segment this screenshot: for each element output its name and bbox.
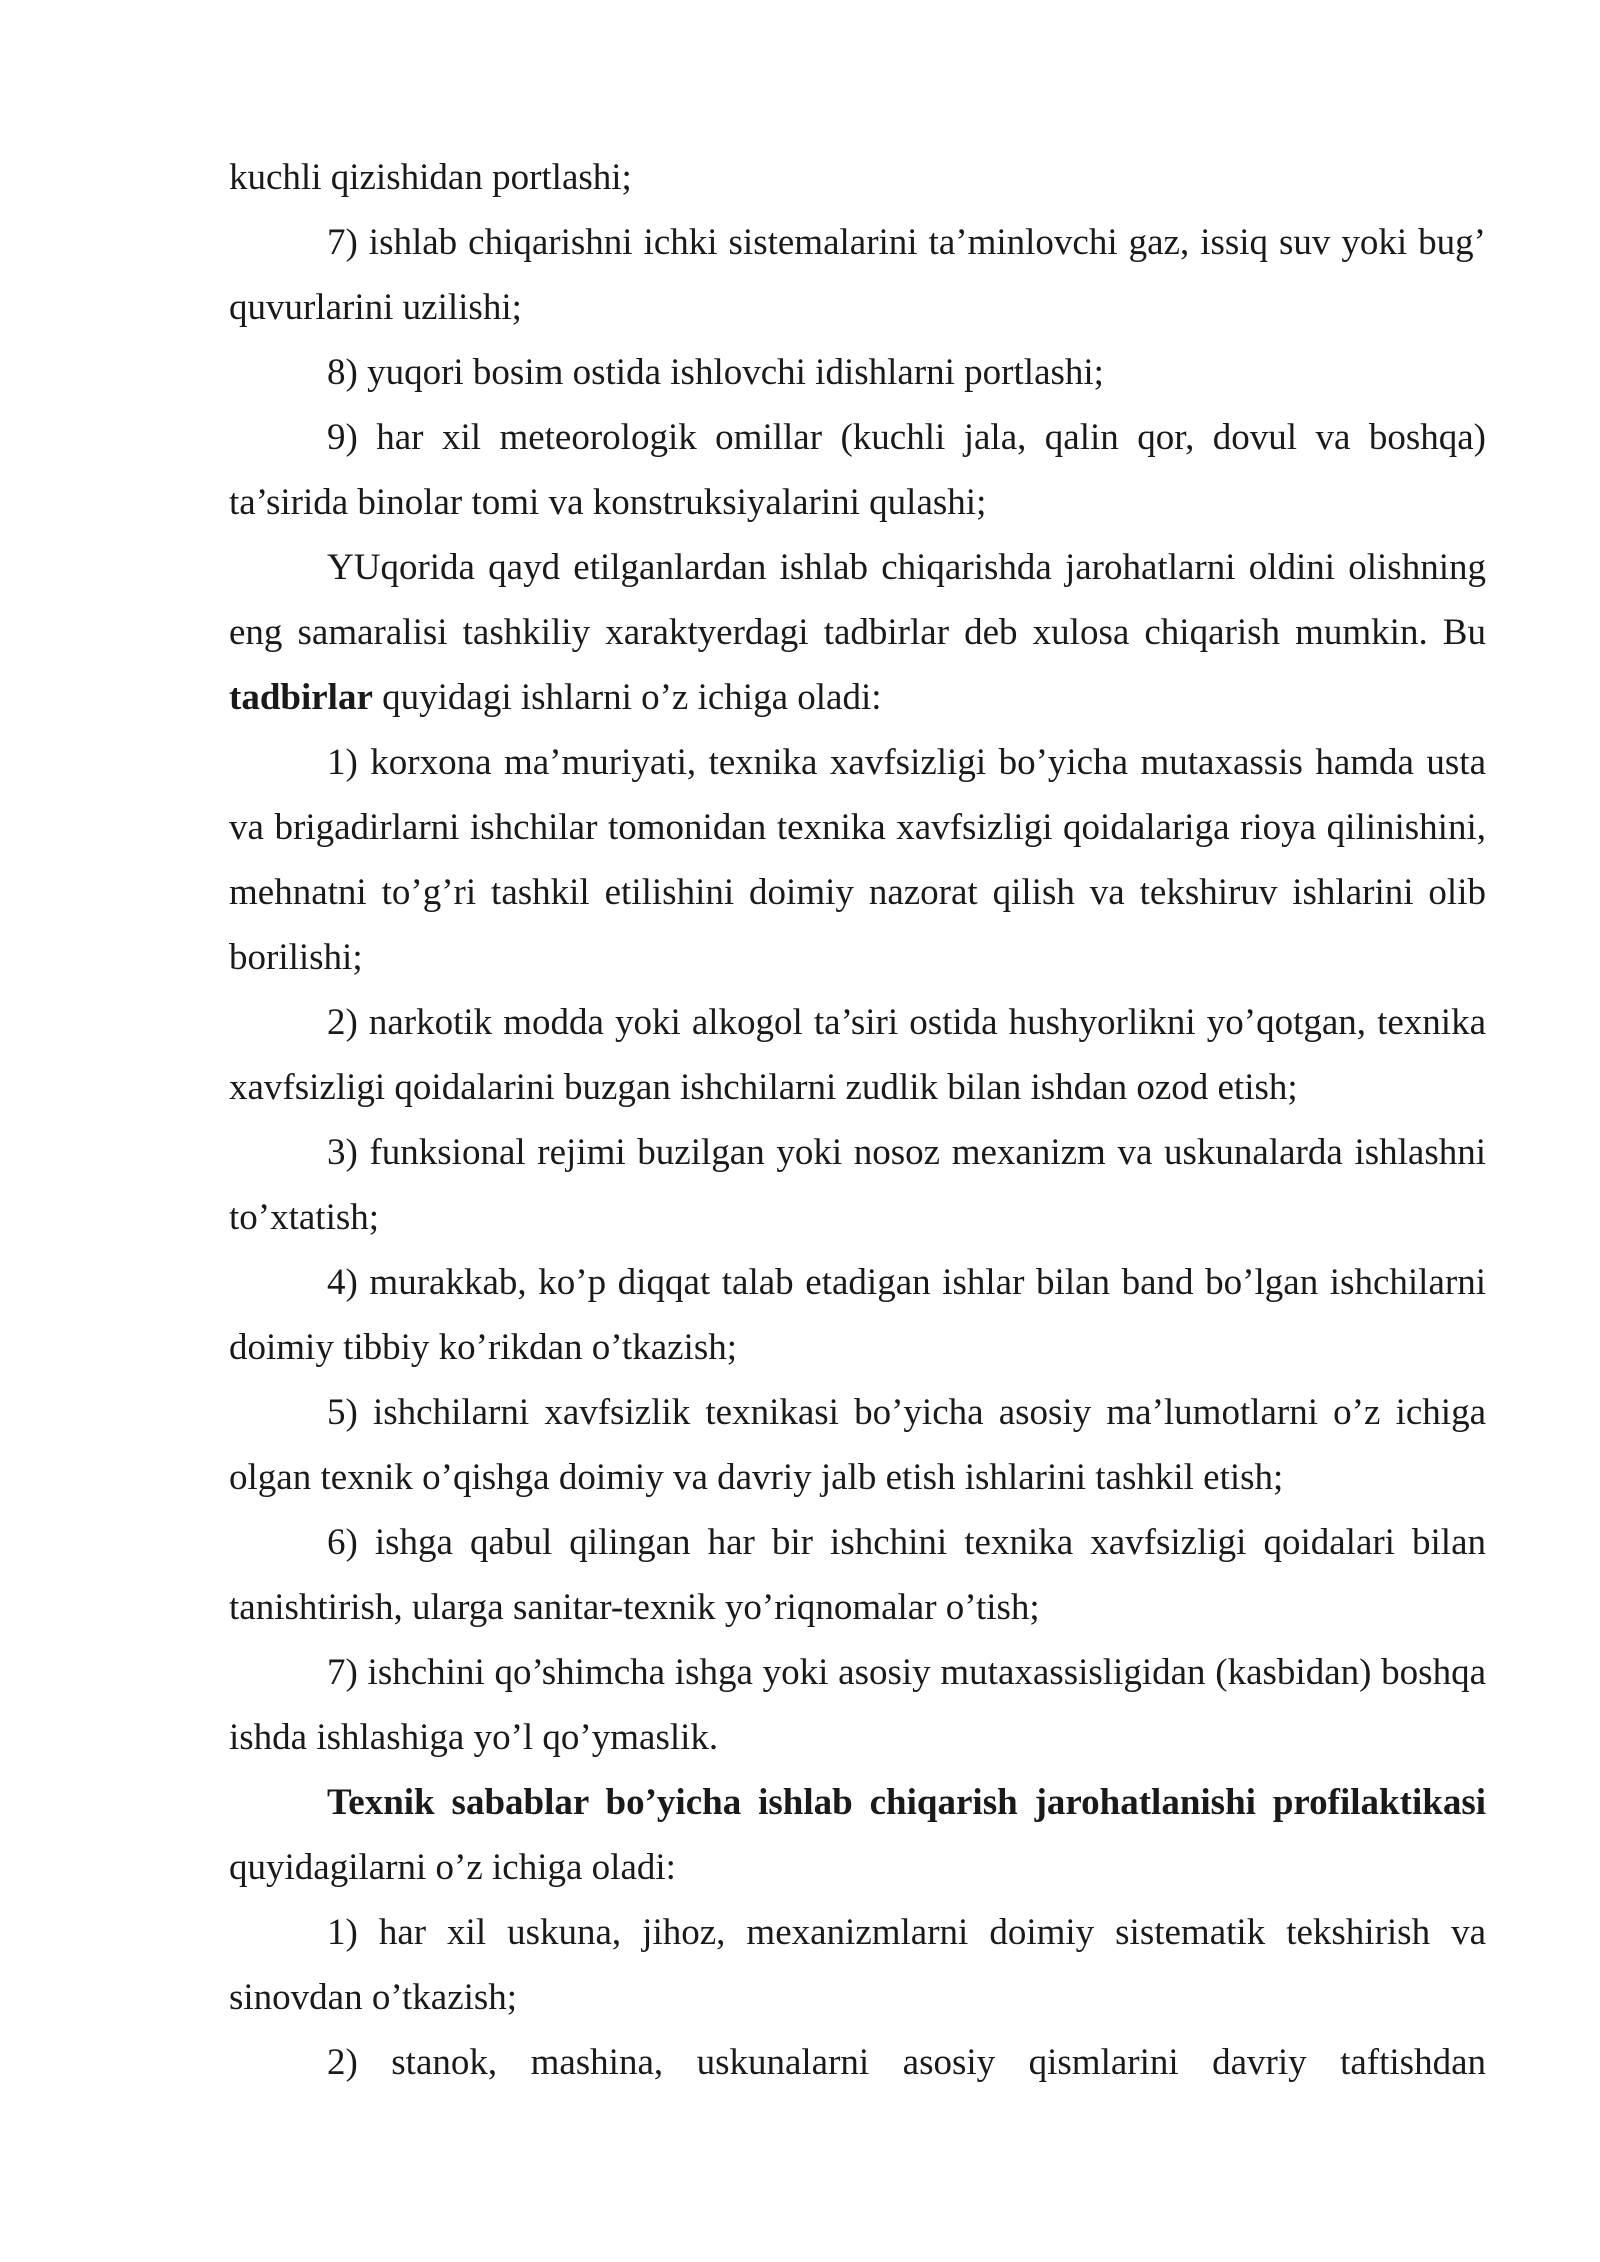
paragraph-conclusion <box>229 535 1486 730</box>
measure-item-7 <box>229 1640 1486 1770</box>
measure-item-5 <box>229 1380 1486 1510</box>
paragraph-text: quyidagi ishlarni o’z ichiga oladi: <box>372 677 882 718</box>
paragraph-text: 6) ishga qabul qilingan har bir ishchini texnika xavfsizligi qoidalari bilan tanishtirish, ularga sanitar-texnik yo’riqnomalar o’tish; <box>229 1522 1486 1628</box>
list-item-7-pipes <box>229 210 1486 340</box>
paragraph-text: 1) korxona ma’muriyati, texnika xavfsizligi bo’yicha mutaxassis hamda usta va brigadirlarni ishchilar tomonidan texnika xavfsizligi qoidalariga rioya qilinishini, mehnatni to’g’ri tashkil etilishini doimiy nazorat qilish va tekshiruv ishlarini olib borilishi; <box>229 742 1486 978</box>
paragraph-text: kuchli qizishidan portlashi; <box>229 157 632 198</box>
measure-item-6 <box>229 1510 1486 1640</box>
paragraph-text: 2) stanok, mashina, uskunalarni asosiy qismlarini davriy taftishdan <box>327 2042 1486 2083</box>
paragraph-text: 7) ishchini qo’shimcha ishga yoki asosiy mutaxassisligidan (kasbidan) boshqa ishda ishlashiga yo’l qo’ymaslik. <box>229 1652 1486 1758</box>
paragraph-text: 2) narkotik modda yoki alkogol ta’siri ostida hushyorlikni yo’qotgan, texnika xavfsizligi qoidalarini buzgan ishchilarni zudlik bilan ishdan ozod etish; <box>229 1002 1486 1108</box>
paragraph-text: quyidagilarni o’z ichiga oladi: <box>229 1847 676 1888</box>
paragraph-technical-prevention <box>229 1770 1486 1900</box>
paragraph-text: 8) yuqori bosim ostida ishlovchi idishlarni portlashi; <box>327 352 1104 393</box>
list-item-9-meteorological <box>229 405 1486 535</box>
technical-item-1 <box>229 1900 1486 2030</box>
paragraph-text: 9) har xil meteorologik omillar (kuchli jala, qalin qor, dovul va boshqa) ta’sirida binolar tomi va konstruksiyalarini qulashi; <box>229 417 1486 523</box>
bold-term: tadbirlar <box>229 677 373 718</box>
list-item-8-pressure-vessels <box>229 340 1486 405</box>
paragraph-text: 3) funksional rejimi buzilgan yoki nosoz mexanizm va uskunalarda ishlashni to’xtatish; <box>229 1132 1486 1238</box>
paragraph-text: YUqorida qayd etilganlardan ishlab chiqarishda jarohatlarni oldini olishning eng samaralisi tashkiliy xaraktyerdagi tadbirlar deb xulosa chiqarish mumkin. Bu <box>229 547 1486 653</box>
paragraph-continuation <box>229 145 1486 210</box>
technical-item-2 <box>229 2030 1486 2095</box>
paragraph-text: 7) ishlab chiqarishni ichki sistemalarini ta’minlovchi gaz, issiq suv yoki bug’ quvurlarini uzilishi; <box>229 222 1486 328</box>
measure-item-2 <box>229 990 1486 1120</box>
document-body <box>229 145 1486 2095</box>
measure-item-1 <box>229 730 1486 990</box>
bold-heading: Texnik sabablar bo’yicha ishlab chiqarish jarohatlanishi profilaktikasi <box>327 1782 1486 1823</box>
paragraph-text: 1) har xil uskuna, jihoz, mexanizmlarni doimiy sistematik tekshirish va sinovdan o’tkazish; <box>229 1912 1486 2018</box>
paragraph-text: 4) murakkab, ko’p diqqat talab etadigan ishlar bilan band bo’lgan ishchilarni doimiy tibbiy ko’rikdan o’tkazish; <box>229 1262 1486 1368</box>
measure-item-3 <box>229 1120 1486 1250</box>
paragraph-text: 5) ishchilarni xavfsizlik texnikasi bo’yicha asosiy ma’lumotlarni o’z ichiga olgan texnik o’qishga doimiy va davriy jalb etish ishlarini tashkil etish; <box>229 1392 1486 1498</box>
measure-item-4 <box>229 1250 1486 1380</box>
